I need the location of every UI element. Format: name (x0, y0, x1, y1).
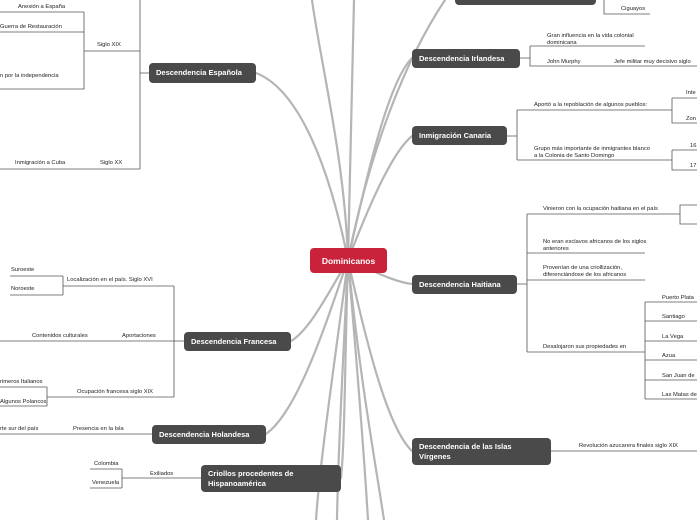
label-guerra-restauracion: Guerra de Restauración (0, 24, 62, 30)
label-ocupacion-francesa: Ocupación francesa siglo XIX (77, 389, 154, 395)
label-place-las-matas: Las Matas de (662, 392, 697, 398)
label-john-murphy: John Murphy (547, 59, 581, 65)
label-independencia: n por la independencia (0, 73, 59, 79)
label-anexion: Anexión a España (18, 4, 66, 10)
label-noroeste: Noroeste (11, 286, 35, 292)
central-topic[interactable]: Dominicanos (310, 248, 387, 273)
label-venezuela: Venezuela (92, 480, 120, 486)
label-revolucion-azucarera: Revolución azucarera finales siglo XIX (579, 443, 678, 449)
topic-dutch-descent[interactable]: Descendencia Holandesa (152, 425, 266, 444)
label-colombia: Colombia (94, 461, 119, 467)
label-polacos: Algunos Polancos (0, 399, 47, 405)
label-inte: Inte (686, 90, 696, 96)
label-criollizacion: Provenían de una criollización, diferenciándose de los africanos (543, 265, 627, 278)
label-suroeste: Suroeste (11, 267, 35, 273)
label-16: 16 (690, 143, 697, 149)
branch-line-top-2 (348, 0, 354, 260)
label-grupo-importante: Grupo más importante de inmigrantes blanco a la Colonia de Santo Domingo (534, 146, 650, 159)
branch-line-spanish (256, 73, 348, 260)
label-desalojaron: Desalojaron sus propiedades en (543, 344, 627, 350)
label-contenidos-culturales: Contenidos culturales (32, 333, 88, 339)
label-italianos: rimeros Italianos (0, 379, 43, 385)
label-gran-influencia: Gran influencia en la vida colonial dominicana (547, 33, 634, 46)
label-place-azua: Azua (662, 353, 676, 359)
label-siglo-xx: Siglo XX (100, 160, 123, 166)
topic-french-descent[interactable]: Descendencia Francesa (184, 332, 291, 351)
label-place-san-juan: San Juan de (662, 373, 695, 379)
branch-line-canary (348, 136, 412, 260)
label-ocupacion-haitiana: Vinieron con la ocupación haitiana en el país (543, 206, 658, 212)
label-aporto-repoblacion: Aportó a la repoblación de algunos pueblos: (534, 102, 648, 108)
topic-top-cut-off[interactable] (455, 0, 596, 5)
topic-virgin-islands-descent[interactable]: Descendencia de las Islas Vírgenes (412, 438, 551, 465)
label-inmigracion-cuba: Inmigración a Cuba (15, 160, 66, 166)
label-exiliados: Exiliados (150, 471, 174, 477)
label-place-santiago: Santiago (662, 314, 685, 320)
label-place-la-vega: La Vega (662, 334, 684, 340)
label-presencia-isla: Presencia en la Isla (73, 426, 124, 432)
label-17: 17 (690, 163, 697, 169)
branch-line-top-1 (312, 0, 348, 260)
topic-spanish-descent[interactable]: Descendencia Española (149, 63, 256, 83)
label-jefe-militar: Jefe militar muy decisivo siglo (614, 59, 691, 65)
label-aportaciones: Aportaciones (122, 333, 156, 339)
label-no-esclavos: No eran esclavos africanos de los siglos anteriores (543, 239, 647, 252)
branch-line-irish (348, 58, 412, 260)
label-localizacion: Localización en el país. Siglo XVI (67, 277, 153, 283)
label-ciguayos: Ciguayos (621, 6, 646, 12)
topic-irish-descent[interactable]: Descendencia Irlandesa (412, 49, 520, 68)
topic-criollos-hispanoamerica[interactable]: Criollos procedentes de Hispanoamérica (201, 465, 341, 492)
topic-haitian-descent[interactable]: Descendencia Haitiana (412, 275, 517, 294)
label-sur-del-pais: rte sur del país (0, 426, 39, 432)
topic-canary-immigration[interactable]: Inmigración Canaria (412, 126, 507, 145)
label-zon: Zon (686, 116, 696, 122)
label-siglo-xix: Siglo XIX (97, 42, 121, 48)
branch-line-virgin (348, 260, 412, 451)
label-place-puerto-plata: Puerto Plata (662, 295, 694, 301)
